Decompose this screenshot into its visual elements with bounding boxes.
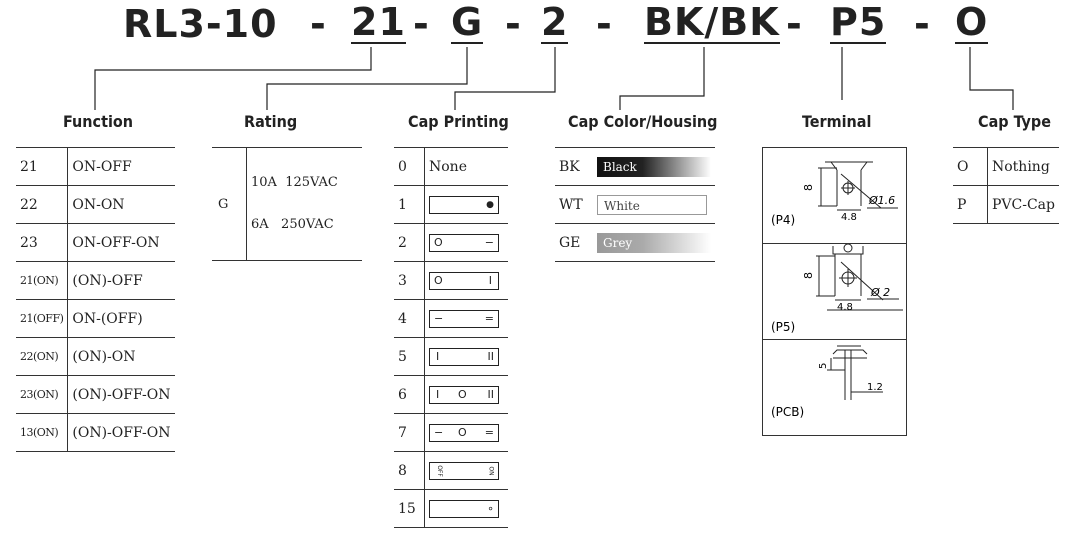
code-segment-terminal: P5 xyxy=(830,0,887,44)
table-row xyxy=(394,338,508,376)
rating-heading: Rating xyxy=(244,112,298,131)
function-table xyxy=(16,147,175,452)
table-row xyxy=(953,186,1059,224)
table-row xyxy=(394,262,508,300)
table-row xyxy=(16,414,175,452)
cap-printing-none: None xyxy=(425,148,509,186)
code-segment-rating: G xyxy=(451,0,484,44)
part-code-separator: - xyxy=(310,2,327,46)
cap-type-code: O xyxy=(953,148,988,186)
cap-printing-code: 2 xyxy=(394,224,425,262)
color-swatch-white: White xyxy=(597,195,707,215)
cap-printing-code: 7 xyxy=(394,414,425,452)
cap-symbol: O I xyxy=(429,272,499,290)
rating-line-2: 6A 250VAC xyxy=(251,217,334,232)
table-row xyxy=(16,338,175,376)
code-segment-cap-printing: 2 xyxy=(541,0,569,44)
function-value: ON-(OFF) xyxy=(68,300,175,338)
cap-type-table xyxy=(953,147,1059,224)
p5-width: 4.8 xyxy=(837,302,853,313)
pcb-width: 1.2 xyxy=(867,382,883,393)
table-row xyxy=(16,224,175,262)
function-value: (ON)-OFF xyxy=(68,262,175,300)
table-row xyxy=(394,490,508,528)
function-value: (ON)-OFF-ON xyxy=(68,414,175,452)
cap-printing-code: 0 xyxy=(394,148,425,186)
terminal-p5-panel xyxy=(762,243,907,340)
rating-code: G xyxy=(212,148,247,261)
cap-symbol: ∘ xyxy=(429,500,499,518)
function-value: ON-ON xyxy=(68,186,175,224)
cap-printing-code: 1 xyxy=(394,186,425,224)
p5-diameter: Ø 2 xyxy=(871,286,891,299)
cap-type-code: P xyxy=(953,186,988,224)
cap-color-heading: Cap Color/Housing xyxy=(568,112,718,131)
function-code: 22 xyxy=(16,186,68,224)
part-code-separator: - xyxy=(914,2,931,46)
rating-line-1: 10A 125VAC xyxy=(251,175,338,190)
color-swatch-black: Black xyxy=(597,157,711,177)
cap-type-value: PVC-Cap xyxy=(988,186,1060,224)
function-value: (ON)-OFF-ON xyxy=(68,376,175,414)
part-code-separator: - xyxy=(596,2,613,46)
pcb-label: (PCB) xyxy=(771,405,805,419)
function-heading: Function xyxy=(63,112,134,131)
p4-width: 4.8 xyxy=(841,212,857,223)
pcb-height: 5 xyxy=(818,362,829,369)
cap-printing-code: 3 xyxy=(394,262,425,300)
terminal-p4-drawing xyxy=(763,148,906,243)
rating-table xyxy=(212,147,362,261)
cap-symbol: I O II xyxy=(429,386,499,404)
table-row xyxy=(16,300,175,338)
cap-color-code: WT xyxy=(555,186,593,224)
function-code: 21 xyxy=(16,148,68,186)
cap-symbol: − = xyxy=(429,310,499,328)
cap-printing-table xyxy=(394,147,508,528)
table-row xyxy=(394,300,508,338)
color-swatch-grey: Grey xyxy=(597,233,711,253)
cap-color-code: GE xyxy=(555,224,593,262)
cap-printing-code: 8 xyxy=(394,452,425,490)
table-row xyxy=(16,186,175,224)
table-row xyxy=(394,376,508,414)
table-row xyxy=(394,186,508,224)
cap-symbol: O − xyxy=(429,234,499,252)
table-row xyxy=(16,148,175,186)
cap-symbol: I II xyxy=(429,348,499,366)
cap-type-value: Nothing xyxy=(988,148,1060,186)
cap-printing-code: 15 xyxy=(394,490,425,528)
table-row xyxy=(953,148,1059,186)
table-row xyxy=(212,148,362,261)
table-row xyxy=(394,452,508,490)
table-row xyxy=(394,414,508,452)
function-value: ON-OFF-ON xyxy=(68,224,175,262)
cap-printing-code: 6 xyxy=(394,376,425,414)
function-code: 21(OFF) xyxy=(16,300,68,338)
cap-color-table xyxy=(555,147,715,262)
terminal-pcb-panel xyxy=(762,339,907,436)
cap-type-heading: Cap Type xyxy=(978,112,1051,131)
cap-symbol: − O = xyxy=(429,424,499,442)
terminal-pcb-drawing xyxy=(763,340,906,435)
terminal-p5-drawing xyxy=(763,244,906,339)
function-value: ON-OFF xyxy=(68,148,175,186)
part-code-separator: - xyxy=(413,2,430,46)
function-code: 22(ON) xyxy=(16,338,68,376)
function-code: 23(ON) xyxy=(16,376,68,414)
p5-height: 8 xyxy=(802,272,815,279)
function-code: 21(ON) xyxy=(16,262,68,300)
table-row xyxy=(16,376,175,414)
part-code-separator: - xyxy=(505,2,522,46)
function-code: 23 xyxy=(16,224,68,262)
table-row xyxy=(555,224,715,262)
cap-printing-heading: Cap Printing xyxy=(408,112,509,131)
code-segment-cap-color: BK/BK xyxy=(644,0,780,44)
function-code: 13(ON) xyxy=(16,414,68,452)
p4-height: 8 xyxy=(802,184,815,191)
code-segment-cap-type: O xyxy=(955,0,989,44)
table-row xyxy=(555,186,715,224)
terminal-p4-panel xyxy=(762,147,907,244)
table-row xyxy=(394,224,508,262)
p4-diameter: Ø1.6 xyxy=(869,194,896,207)
cap-color-code: BK xyxy=(555,148,593,186)
code-segment-function: 21 xyxy=(351,0,406,44)
p5-label: (P5) xyxy=(771,320,796,334)
part-code-separator: - xyxy=(786,2,803,46)
table-row xyxy=(394,148,508,186)
function-value: (ON)-ON xyxy=(68,338,175,376)
cap-printing-code: 5 xyxy=(394,338,425,376)
cap-symbol: ● xyxy=(429,196,499,214)
cap-symbol: OFF ON xyxy=(429,462,499,480)
table-row xyxy=(16,262,175,300)
p4-label: (P4) xyxy=(771,213,796,227)
table-row xyxy=(555,148,715,186)
cap-printing-code: 4 xyxy=(394,300,425,338)
part-code-base: RL3-10 xyxy=(123,2,278,46)
terminal-heading: Terminal xyxy=(802,112,872,131)
